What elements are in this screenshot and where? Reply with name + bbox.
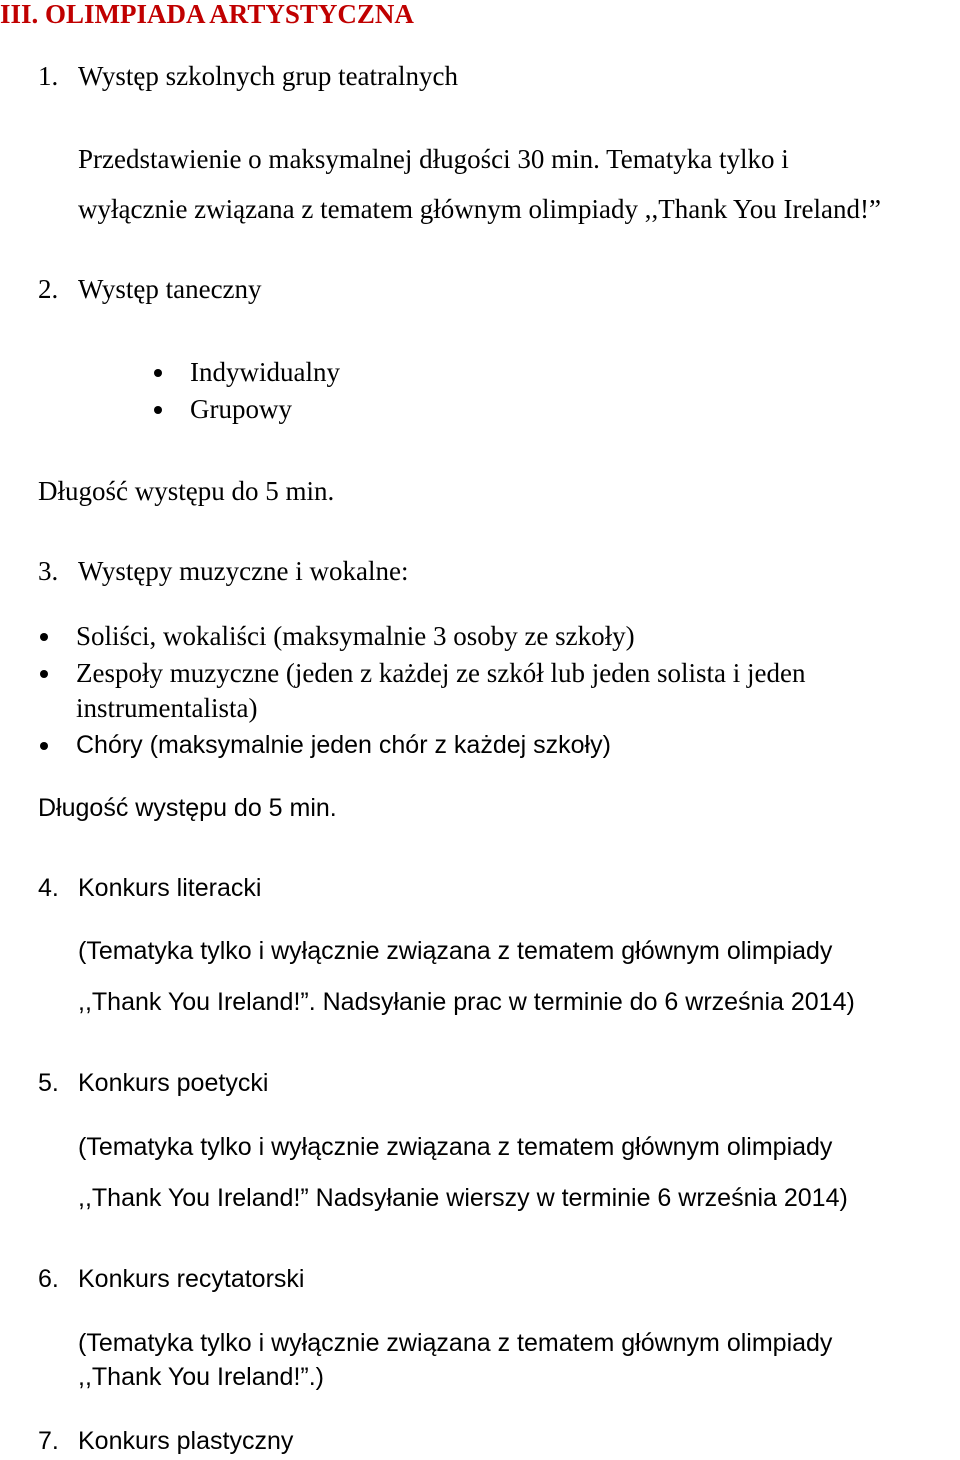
- item-5-line-2: ,,Thank You Ireland!” Nadsyłanie wierszy w terminie 6 września 2014): [78, 1184, 848, 1212]
- item-2-duration: Długość występu do 5 min.: [38, 476, 335, 506]
- bullet-icon: [40, 670, 48, 678]
- item-2-bullet-group: Grupowy: [190, 394, 292, 424]
- item-1-title: Występ szkolnych grup teatralnych: [78, 61, 459, 91]
- section-title: III. OLIMPIADA ARTYSTYCZNA: [0, 0, 414, 29]
- item-1-description-line-2: wyłącznie związana z tematem głównym olimpiady ,,Thank You Ireland!”: [78, 194, 881, 224]
- item-3-bullet-soloists: Soliści, wokaliści (maksymalnie 3 osoby ze szkoły): [76, 621, 635, 651]
- item-3-duration: Długość występu do 5 min.: [38, 794, 337, 822]
- item-6-title: Konkurs recytatorski: [78, 1265, 305, 1293]
- item-4-line-2: ,,Thank You Ireland!”. Nadsyłanie prac w terminie do 6 września 2014): [78, 988, 855, 1016]
- item-5-number: 5.: [38, 1069, 59, 1097]
- item-2-title: Występ taneczny: [78, 274, 262, 304]
- item-4-number: 4.: [38, 874, 59, 902]
- item-2-bullet-individual: Indywidualny: [190, 357, 340, 387]
- item-4-title: Konkurs literacki: [78, 874, 262, 902]
- bullet-icon: [40, 633, 48, 641]
- item-2-number: 2.: [38, 274, 59, 304]
- item-3-bullet-bands-line-1: Zespoły muzyczne (jeden z każdej ze szkół lub jeden solista i jeden: [76, 658, 806, 688]
- item-4-line-1: (Tematyka tylko i wyłącznie związana z tematem głównym olimpiady: [78, 937, 833, 965]
- item-1-number: 1.: [38, 61, 59, 91]
- item-1-description-line-1: Przedstawienie o maksymalnej długości 30 min. Tematyka tylko i: [78, 144, 789, 174]
- item-6-number: 6.: [38, 1265, 59, 1293]
- item-3-title: Występy muzyczne i wokalne:: [78, 556, 409, 586]
- item-3-number: 3.: [38, 556, 59, 586]
- item-7-number: 7.: [38, 1427, 59, 1455]
- item-5-title: Konkurs poetycki: [78, 1069, 269, 1097]
- item-6-line-2: ,,Thank You Ireland!”.): [78, 1363, 324, 1391]
- item-3-bullet-bands-line-2: instrumentalista): [76, 693, 258, 723]
- item-7-title: Konkurs plastyczny: [78, 1427, 294, 1455]
- item-3-bullet-choirs: Chóry (maksymalnie jeden chór z każdej szkoły): [76, 731, 611, 759]
- item-5-line-1: (Tematyka tylko i wyłącznie związana z tematem głównym olimpiady: [78, 1133, 833, 1161]
- item-6-line-1: (Tematyka tylko i wyłącznie związana z tematem głównym olimpiady: [78, 1329, 833, 1357]
- bullet-icon: [40, 742, 48, 750]
- bullet-icon: [154, 369, 162, 377]
- bullet-icon: [154, 406, 162, 414]
